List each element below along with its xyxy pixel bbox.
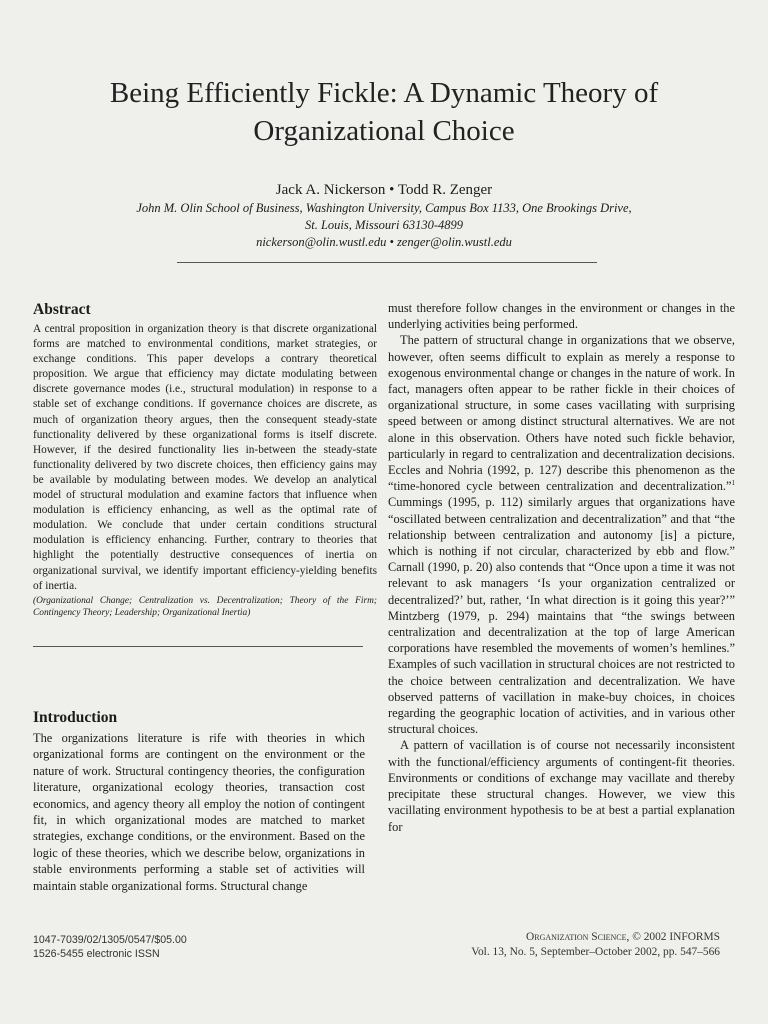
- affiliation-line-2: St. Louis, Missouri 63130-4899: [304, 218, 463, 232]
- abstract-text: A central proposition in organization theory is that discrete organizational forms are matched to environmental conditions, market strategies, or exchange conditions. This paper develops a contrary theoretical proposition. We argue that efficiency may dictate modulating between discrete governance modes (i.e., structural modulation) in response to a stable set of exchange conditions. If governance choices are discrete, as much of organization theory argues, then the consequent steady-state functionality delivered by these organizational forms is itself discrete. However, if the desired functionality lies in-between the steady-state functionality delivered by two discrete choices, then efficiency gains may be available by modulating between modes. We develop an analytical model of structural modulation and examine factors that influence when modulation is efficiency enhancing, as well as the optimal rate of modulation. We conclude that under certain conditions structural modulation is efficiency enhancing. Further, contrary to theories that highlight the potentially destructive consequences of inertia on organizational survival, we identify important efficiency-yielding benefits of inertia.: [33, 323, 377, 592]
- introduction-text: The organizations literature is rife with theories in which organizational forms are contingent on the environment or the nature of work. Structural contingency theories, the configuration literature, organizational ecology theories, transaction cost economics, and agency theory all employ the notion of contingent fit, in which organizational modes are matched to market strategies, exchange conditions, or the environment. Based on the logic of these theories, which we describe below, organizations in stable environments performing a stable set of activities will maintain stable organizational forms. Structural change: [33, 731, 365, 893]
- author-affiliation: [30, 200, 738, 251]
- abstract-section: [33, 300, 377, 620]
- keywords: (Organizational Change; Centralization vs. Decentralization; Theory of the Firm; Contingency Theory; Leadership; Organizational Inertia): [33, 595, 377, 619]
- abstract-heading: Abstract: [33, 301, 91, 318]
- title-line-1: Being Efficiently Fickle: A Dynamic Theory of: [109, 77, 659, 109]
- body-paragraph-2-part-b: Cummings (1995, p. 112) similarly argues that organizations have “oscillated between centralization and decentralization” and that “the relationship between centralization and autonomy [is] a picture, which is nothing if not circular, characterized by ebb and flow.” Carnall (1990, p. 20) also contends that “Once upon a time it was not relevant to ask managers ‘Is your organization centralized or decentralized?’ but, rather, ‘In what direction is it going this year?’” Mintzberg (1979, p. 294) maintains that “the swings between centralization and decentralization at the top of large American corporations have resembled the movements of women’s hemlines.” Examples of such vacillation in structural choices are not restricted to the choice between centralization and decentralization. We have observed patterns of vacillation in make-buy choices, in choices regarding the geographic location of activities, and in various other structural choices.: [388, 495, 735, 737]
- footnote-marker: 1: [731, 479, 735, 488]
- introduction-heading: Introduction: [33, 709, 118, 726]
- body-paragraph-2: [388, 332, 735, 737]
- abstract-divider: [33, 646, 363, 647]
- body-paragraph-1: must therefore follow changes in the environment or changes in the underlying activities being performed.: [388, 301, 735, 332]
- title-line-2: Organizational Choice: [253, 115, 515, 147]
- issn-electronic: 1526-5455 electronic ISSN: [33, 948, 160, 960]
- right-column-body: [388, 300, 735, 835]
- author-names: Jack A. Nickerson • Todd R. Zenger: [275, 182, 493, 198]
- journal-name: Organization Science, © 2002 INFORMS: [526, 931, 720, 943]
- body-paragraph-3: A pattern of vacillation is of course not necessarily inconsistent with the functional/efficiency arguments of contingent-fit theories. Environments or conditions of exchange may vacillate and thereby precipitate these structural changes. However, we view this vacillating environment hypothesis to be at best a partial explanation for: [388, 738, 735, 834]
- paper-title: [30, 74, 738, 150]
- header-divider: [177, 262, 597, 263]
- body-paragraph-2-part-a: The pattern of structural change in organizations that we observe, however, often seems difficult to explain as merely a response to exogenous environmental change or changes in the nature of work. In fact, managers often appear to be rather fickle in their choices of organizational structure, in some cases vacillating with surprising speed between or among distinct structural alternatives. We are not alone in this observation. Others have noted such fickle behavior, particularly in regard to centralization and decentralization decisions. Eccles and Nohria (1992, p. 127) describe this phenomenon as the “time-honored cycle between centralization and decentralization.”: [388, 333, 735, 494]
- journal-citation: [471, 930, 720, 960]
- issn-info: [33, 933, 187, 961]
- introduction-section: [33, 708, 365, 894]
- author-emails: nickerson@olin.wustl.edu • zenger@olin.wustl.edu: [256, 235, 512, 249]
- issn-print: 1047-7039/02/1305/0547/$05.00: [33, 934, 187, 946]
- affiliation-line-1: John M. Olin School of Business, Washington University, Campus Box 1133, One Brookings Drive,: [136, 201, 632, 215]
- volume-info: Vol. 13, No. 5, September–October 2002, pp. 547–566: [471, 946, 720, 958]
